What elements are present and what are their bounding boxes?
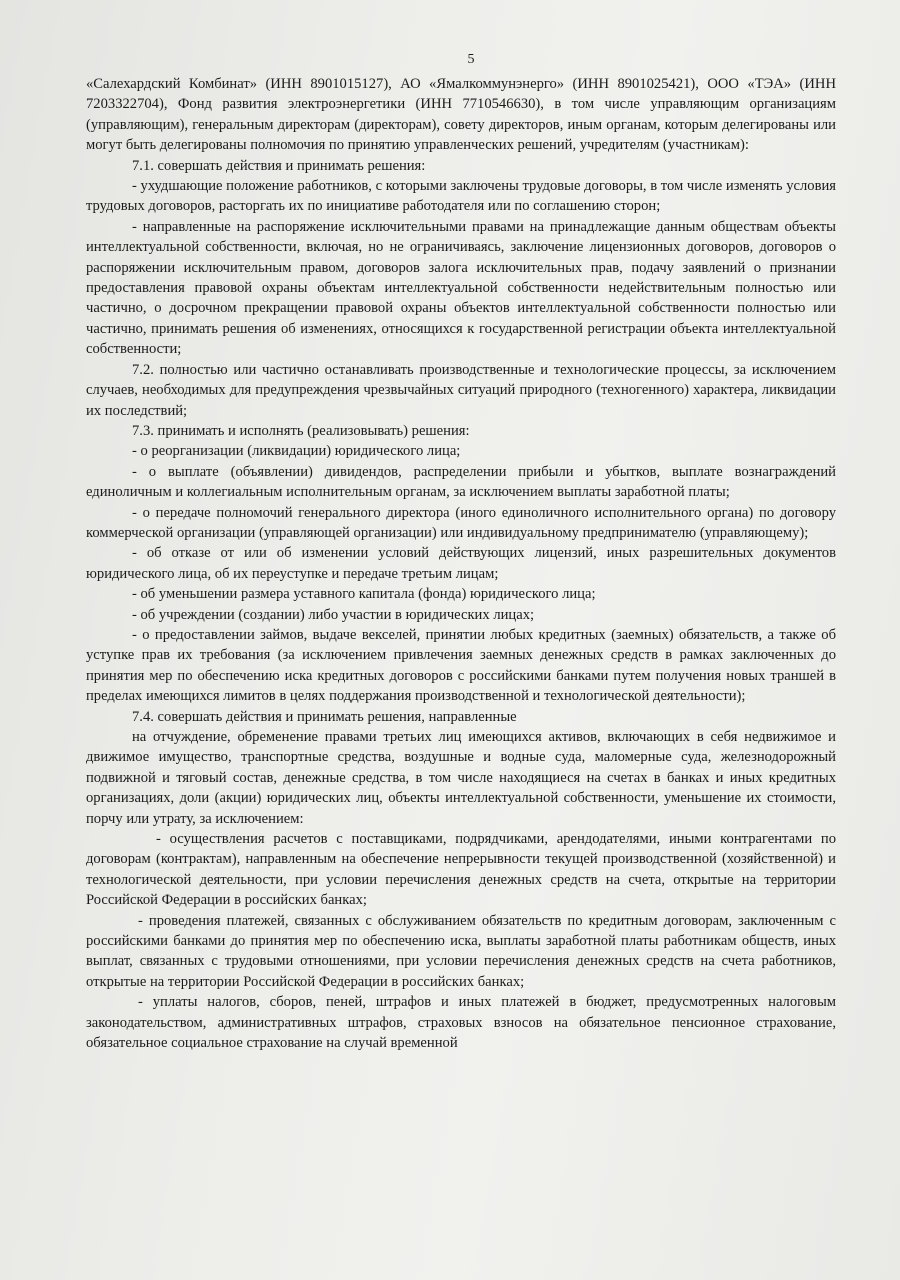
paragraph: 7.3. принимать и исполнять (реализовывать) решения: [132,422,470,439]
paragraph: на отчуждение, обременение правами третьих лиц имеющихся активов, включающих в себя недвижимое и движимое имущество, транспортные средства, воздушные и водные суда, маломерные суда, железнодорожный подвижной и тяговый состав, денежные средства, в том числе находящиеся на счетах в банках и иных кредитных организациях, доли (акции) юридических лиц, объекты интеллектуальной собственности, уменьшение их стоимости, порчу или утрату, за исключением: [86,729,836,827]
paragraph: - ухудшающие положение работников, с которыми заключены трудовые договоры, в том числе изменять условия трудовых договоров, расторгать их по инициативе работодателя или по соглашению сторон; [86,178,836,215]
paragraph: 7.1. совершать действия и принимать решения: [132,157,426,174]
page-number: 5 [467,52,475,67]
document-body [86,74,836,1054]
paragraph: - уплаты налогов, сборов, пеней, штрафов и иных платежей в бюджет, предусмотренных налоговым законодательством, административных штрафов, страховых взносов на обязательное пенсионное страхование, обязательное социальное страхование на случай временной [86,994,836,1052]
paragraph: - о реорганизации (ликвидации) юридического лица; [132,443,461,460]
paragraph: - направленные на распоряжение исключительными правами на принадлежащие данным обществам объекты интеллектуальной собственности, включая, но не ограничиваясь, заключение лицензионных договоров, договоров о распоряжении исключительным правом, договоров залога исключительных прав, подачу заявлений о признании предоставления правовой охраны объектам интеллектуальной собственности недействительным полностью или частично, о досрочном прекращении правовой охраны объектов интеллектуальной собственности полностью или частично, принимать решения об изменениях, относящихся к государственной регистрации объекта интеллектуальной собственности; [86,218,836,358]
paragraph: 7.2. полностью или частично останавливать производственные и технологические процессы, за исключением случаев, необходимых для предупреждения чрезвычайных ситуаций природного (техногенного) характера, ликвидации их последствий; [86,361,836,419]
paragraph: - о передаче полномочий генерального директора (иного единоличного исполнительного органа) по договору коммерческой организации (управляющей организации) или индивидуальному предпринимателю (управляющему); [86,504,836,541]
paragraph: 7.4. совершать действия и принимать решения, направленные [132,708,517,725]
paragraph: - об отказе от или об изменении условий действующих лицензий, иных разрешительных документов юридического лица, об их переуступке и передаче третьим лицам; [86,545,836,582]
paragraph: - осуществления расчетов с поставщиками, подрядчиками, арендодателями, иными контрагентами по договорам (контрактам), направленным на обеспечение непрерывности текущей производственной (хозяйственной) и технологической деятельности, при условии перечисления денежных средств на счета, открытые на территории Российской Федерации в российских банках; [86,831,836,909]
paragraph: - проведения платежей, связанных с обслуживанием обязательств по кредитным договорам, заключенным с российскими банками до принятия мер по обеспечению иска, выплаты заработной платы работникам обществ, иных выплат, связанных с трудовыми отношениями, при условии перечисления денежных средств на счета работников, открытые на территории Российской Федерации в российских банках; [86,912,836,990]
paragraph: - о предоставлении займов, выдаче векселей, принятии любых кредитных (заемных) обязательств, а также об уступке прав их требования (за исключением привлечения заемных денежных средств в рамках заключенных до принятия мер по обеспечению иска кредитных договоров с российскими банками путем получения новых траншей в пределах имеющихся лимитов в целях поддержания производственной и технологической деятельности); [86,626,836,705]
paragraph: - о выплате (объявлении) дивидендов, распределении прибыли и убытков, выплате вознаграждений единоличным и коллегиальным исполнительным органам, за исключением выплаты заработной платы; [86,463,836,501]
paragraph: - об учреждении (создании) либо участии в юридических лицах; [132,606,535,623]
paragraph: - об уменьшении размера уставного капитала (фонда) юридического лица; [132,586,596,603]
paragraph: «Салехардский Комбинат» (ИНН 8901015127), АО «Ямалкоммунэнерго» (ИНН 8901025421), ООО «ТЭА» (ИНН 7203322704), Фонд развития электроэнергетики (ИНН 7710546630), в том числе управляющим организациям (управляющим), генеральным директорам (директорам), совету директоров, иным органам, которым делегированы или могут быть делегированы полномочия по принятию управленческих решений, учредителям (участникам): [86,76,836,154]
